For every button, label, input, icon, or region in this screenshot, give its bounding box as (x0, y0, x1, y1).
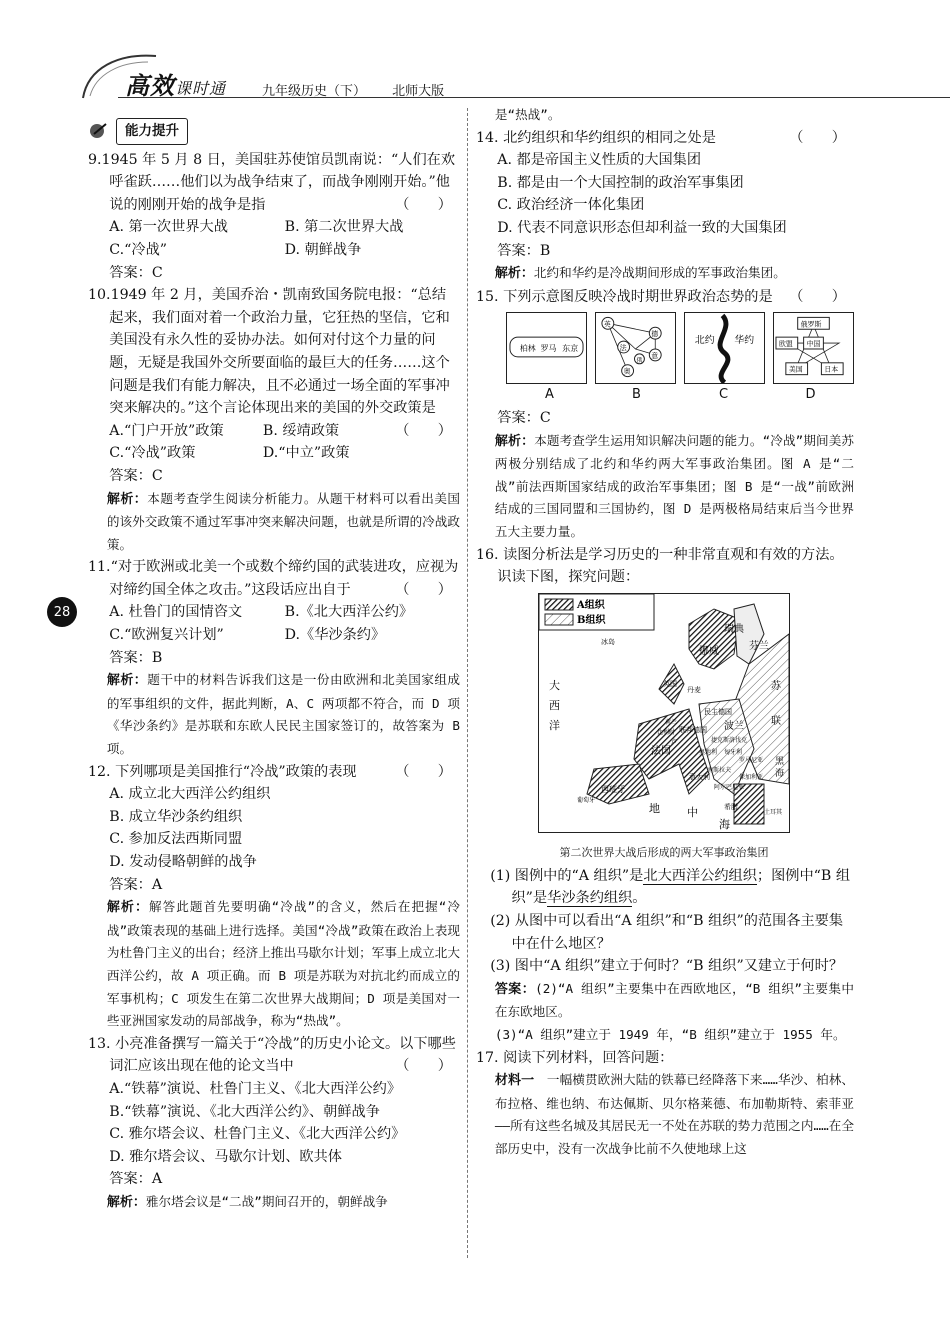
map-label: 卢 (671, 738, 678, 746)
option-c: C.“冷战” (109, 241, 168, 258)
map-label: 丹麦 (687, 685, 701, 694)
diagram-d-label: 日本 (824, 366, 839, 375)
diagram-c-label: 华约 (734, 335, 755, 347)
diagram-b-label: 奥 (623, 368, 631, 377)
map-label: 海 (775, 768, 785, 779)
map-label: 西 (549, 698, 560, 712)
map-label: 匈牙利 (724, 748, 743, 756)
diagram-d-label: 俄罗斯 (800, 320, 822, 329)
brand-title: 高效课时通 (125, 71, 227, 100)
map-label: 大 (549, 678, 560, 692)
option-c: C. 雅尔塔会议、杜鲁门主义、《北大西洋公约》 (109, 1126, 406, 1143)
map-label: 挪威 (699, 645, 719, 657)
diagram-d-label: 美国 (788, 366, 803, 375)
question-11: 11.“对于欧洲或北美一个或数个缔约国的武装进攻，应视为对缔约国全体之攻击。”这段话应出自于 （ ） A. 杜鲁门的国情咨文 B.《北大西洋公约》 C.“欧洲复兴计划” D.《华沙条约》 答案：B 解析：题干中的材料告诉我们这是一份由欧洲和北美国家组成的军事组织的文件，据此判断，A、C 两项都不符合，而 D 项《华沙条约》是苏联和东欧人民民主国家签订的，故答案为 B 项。 (88, 556, 460, 760)
map-label: 地 (649, 801, 660, 815)
map-label: 意大利 (689, 772, 710, 781)
option-d: D. 代表不同意识形态但却利益一致的大国集团 (497, 219, 787, 236)
option-a: A.“铁幕”演说、杜鲁门主义、《北大西洋公约》 (109, 1080, 402, 1097)
sub-question-3: (3) 图中“A 组织”建立于何时？“B 组织”又建立于何时？ (490, 958, 844, 975)
option-a: A. 第一次世界大战 (109, 219, 228, 236)
column-divider (467, 108, 468, 1258)
map-label: 西班牙 (601, 784, 625, 794)
diagram-label: D (805, 387, 816, 403)
diagram-b-label: 德 (651, 330, 659, 339)
explanation: 解析：本题考查学生运用知识解决问题的能力。“冷战”期间美苏两极分别结成了北约和华约两大军事政治集团。图 A 是“二战”前法西斯国家结成的政治军事集团；图 B 是“一战”前欧洲结成的三国同盟和三国协约，图 D 是两极格局结束后当今世界五大主要力量。 (494, 432, 854, 539)
continued-text: 是“热战”。 (494, 107, 561, 122)
option-d: D. 朝鲜战争 (284, 241, 362, 258)
pen-icon (88, 122, 110, 140)
map-label: 英国 (663, 679, 677, 688)
diagram-a-label: 罗马 (540, 344, 557, 354)
diagram-d (773, 312, 854, 384)
answer: 答案：A (109, 876, 163, 893)
option-b: B. 成立华沙条约组织 (109, 808, 243, 825)
diagram-label: B (632, 387, 641, 403)
map-label: 希腊 (724, 802, 738, 811)
section-heading: 能力提升 (88, 118, 188, 145)
option-a: A. 成立北大西洋公约组织 (109, 786, 271, 803)
option-a: A. 杜鲁门的国情咨文 (109, 604, 243, 621)
left-column (88, 118, 460, 1215)
map-label: 捷克斯洛伐克 (711, 736, 748, 744)
diagram-c-label: 北约 (694, 335, 715, 347)
option-d: D.“中立”政策 (262, 445, 350, 462)
diagram-a (506, 312, 587, 384)
diagram-d-label: 欧盟 (778, 340, 793, 349)
answer: 答案：C (497, 409, 551, 426)
sub-question-1: (1) 图例中的“A 组织”是北大西洋公约组织；图例中“B 组织”是华沙条约组织。 (490, 867, 851, 907)
answer: 答案：B (497, 242, 551, 259)
map-label: 阿尔巴尼亚 (714, 783, 745, 791)
diagram-b-label: 意 (651, 352, 659, 361)
option-d: D.《华沙条约》 (284, 627, 386, 644)
diagram-row (506, 312, 854, 384)
option-c: C. 政治经济一体化集团 (497, 197, 645, 214)
material-one: 材料一 一幅横贯欧洲大陆的铁幕已经降落下来……华沙、柏林、布拉格、维也纳、布达佩斯、贝尔格莱德、布加勒斯特、索菲亚——所有这些名城及其居民无一不处在苏联的势力范围之内……在全部历史中，没有一次战争比前不久使地球上这 (494, 1072, 855, 1156)
europe-map (538, 593, 790, 833)
legend-b-label: B组织 (577, 614, 606, 626)
map-label: 冰岛 (601, 637, 615, 646)
diagram-d-label: 中国 (806, 340, 821, 349)
option-c: C.“欧洲复兴计划” (109, 627, 224, 644)
edition-label: 北师大版 (392, 84, 445, 99)
option-b: B. 第二次世界大战 (284, 219, 404, 236)
question-10: 10.1949 年 2 月，美国乔治・凯南致国务院电报：“总结起来，我们面对着一个政治力量，它狂热的坚信，它和美国没有永久性的妥协办法。如何对付这个力量的问题，无疑是我国外交所要面临的最巨大的任务……这个问题是我们有能力解决，且不必通过一场全面的军事冲突来解决的。”这个言论体现出来的美国的外交政策是 （ ） A.“门户开放”政策 B. 绥靖政策 C.“冷战”政策 D.“中立”政策 答案：C 解析：本题考查学生阅读分析能力。从题干材料可以看出美国的该外交政策不通过军事冲突来解决问题，也就是所谓的冷战政策。 (88, 284, 460, 556)
diagram-b (595, 312, 676, 384)
map-label: 南斯拉夫 (707, 766, 732, 774)
map-caption: 第二次世界大战后形成的两大军事政治集团 (559, 846, 769, 860)
answer: 答案：C (109, 264, 163, 281)
question-13: 13. 小亮准备撰写一篇关于“冷战”的历史小论文。以下哪些词汇应该出现在他的论文当中 （ ） A.“铁幕”演说、杜鲁门主义、《北大西洋公约》 B.“铁幕”演说、《北大西洋公约》、朝鲜战争 C. 雅尔塔会议、杜鲁门主义、《北大西洋公约》 D. 雅尔塔会议、马歇尔计划、欧共体 答案：A 解析：雅尔塔会议是“二战”期间召开的，朝鲜战争 (88, 1033, 460, 1215)
map-label: 民主德国 (704, 707, 732, 716)
page-header (0, 0, 950, 110)
diagram-label: A (545, 387, 554, 403)
map-label: 奥地利 (699, 748, 718, 756)
map-label: 波兰 (724, 720, 744, 732)
option-d: D. 雅尔塔会议、马歇尔计划、欧共体 (109, 1148, 342, 1165)
map-label: 联邦德国 (679, 725, 707, 734)
explanation: 解析：本题考查学生阅读分析能力。从题干材料可以看出美国的该外交政策不通过军事冲突来解决问题，也就是所谓的冷战政策。 (106, 490, 460, 552)
map-label: 黑 (775, 756, 785, 767)
question-16: 16. 读图分析法是学习历史的一种非常直观和有效的方法。识读下图，探究问题： A组织 B组织 大 西 洋 挪威 瑞典 芬兰 苏 联 英国 丹麦 民主德国 联邦德国 波兰 法国 比利时 荷兰 捷克斯洛伐克 奥地利 匈牙利 罗马尼亚 保加利亚 南斯拉夫 阿尔巴尼亚 希腊 土耳其 意大利 西班牙 葡萄牙 地 中 海 黑 海 冰岛 卢 第二次世界大战后形成的两大军事政治集团 (1) 图例中的“A 组织”是北大西洋公约组织；图例中“B 组织”是华沙条约组织。 (2) 从图中可以看出“A 组织”和“B 组织”的范围各主要集中在什么地区？ (3) 图中“A 组织”建立于何时？“B 组织”又建立于何时？ 答案：(2)“A 组织”主要集中在西欧地区，“B 组织”主要集中在东欧地区。 (3)“A 组织”建立于 1949 年，“B 组织”建立于 1955 年。 (476, 544, 854, 1047)
question-17: 17. 阅读下列材料，回答问题： 材料一 一幅横贯欧洲大陆的铁幕已经降落下来……华沙、柏林、布拉格、维也纳、布达佩斯、贝尔格莱德、布加勒斯特、索菲亚——所有这些名城及其居民无一不处在苏联的势力范围之内……在全部历史中，没有一次战争比前不久使地球上这 (476, 1047, 854, 1161)
map-label: 洋 (549, 718, 560, 732)
diagram-b-label: 英 (603, 320, 611, 329)
map-label: 海 (719, 817, 730, 831)
option-b: B. 绥靖政策 (262, 422, 340, 439)
header-rule (118, 97, 950, 98)
legend-a-label: A组织 (577, 599, 605, 611)
grade-label: 九年级历史（下） (262, 84, 367, 99)
option-b: B. 都是由一个大国控制的政治军事集团 (497, 174, 744, 191)
map-label: 联 (771, 715, 781, 727)
map-label: 中 (687, 805, 698, 819)
question-12: 12. 下列哪项是美国推行“冷战”政策的表现 （ ） A. 成立北大西洋公约组织 B. 成立华沙条约组织 C. 参加反法西斯同盟 D. 发动侵略朝鲜的战争 答案：A 解析：解答此题首先要明确“冷战”的含义，然后在把握“冷战”政策表现的基础上进行选择。美国“冷战”政策在政治上表现为杜鲁门主义的出台；经济上推出马歇尔计划；军事上成立北大西洋公约，故 A 项正确。而 B 项是苏联为对抗北约而成立的军事机构；C 项发生在第二次世界大战期间；D 项是美国对一些亚洲国家发动的局部战争，称为“热战”。 (88, 761, 460, 1033)
explanation: 解析：题干中的材料告诉我们这是一份由欧洲和北美国家组成的军事组织的文件，据此判断，A、C 两项都不符合，而 D 项《华沙条约》是苏联和东欧人民民主国家签订的，故答案为 B 项。 (106, 672, 460, 757)
option-a: A. 都是帝国主义性质的大国集团 (497, 152, 702, 169)
option-d: D. 发动侵略朝鲜的战争 (109, 854, 257, 870)
question-9: 9.1945 年 5 月 8 日，美国驻苏使馆员凯南说：“人们在欢呼雀跃……他们以为战争结束了，而战争刚刚开始。”他说的刚刚开始的战争是指 （ ） A. 第一次世界大战 B. 第二次世界大战 C.“冷战” D. 朝鲜战争 答案：C (88, 149, 460, 285)
option-c: C.“冷战”政策 (109, 445, 196, 462)
answer-3: (3)“A 组织”建立于 1949 年，“B 组织”建立于 1955 年。 (494, 1027, 846, 1043)
map-label: 芬兰 (749, 640, 769, 652)
right-column (476, 104, 854, 1161)
map-label: 比利时 (657, 728, 676, 736)
map-legend (539, 594, 654, 630)
map-label: 法国 (651, 745, 671, 757)
option-b: B.《北大西洋公约》 (284, 604, 414, 621)
map-label: 葡萄牙 (577, 796, 596, 804)
map-label: 瑞典 (724, 623, 744, 635)
option-b: B.“铁幕”演说、《北大西洋公约》、朝鲜战争 (109, 1103, 380, 1120)
explanation: 解析：雅尔塔会议是“二战”期间召开的，朝鲜战争 (106, 1193, 388, 1210)
diagram-c (684, 312, 765, 384)
answer: 答案：A (109, 1171, 163, 1188)
answer: 答案：B (109, 649, 163, 666)
diagram-a-label: 东京 (562, 344, 579, 354)
sub-question-2: (2) 从图中可以看出“A 组织”和“B 组织”的范围各主要集中在什么地区？ (490, 913, 844, 952)
diagram-a-label: 柏林 (519, 344, 536, 354)
diagram-b-label: 俄 (636, 358, 643, 365)
map-label: 土耳其 (764, 808, 783, 816)
explanation: 解析：北约和华约是冷战期间形成的军事政治集团。 (494, 265, 786, 282)
map-label: 保加利亚 (739, 773, 764, 781)
option-a: A.“门户开放”政策 (109, 422, 224, 439)
question-15: 15. 下列示意图反映冷战时期世界政治态势的是 （ ） 柏林 罗马 东京 英 德 法 意 奥 俄 北约 华约 俄罗斯 中国 欧盟 美国 日本 A B C D 答案：C 解析：本题考查学生运用知识解决问题的能力。“冷战”期间美苏两极分别结成了北约和华约两大军事政治集团。图 A 是“二战”前法西斯国家结成的政治军事集团；图 B 是“一战”前欧洲结成的三国同盟和三国协约，图 D 是两极格局结束后当今世界五大主要力量。 (476, 286, 854, 544)
answer: 答案：C (109, 467, 163, 484)
explanation: 解析：解答此题首先要明确“冷战”的含义，然后在把握“冷战”政策表现的基础上进行选择。美国“冷战”政策在政治上表现为杜鲁门主义的出台；经济上推出马歇尔计划；军事上成立北大西洋公约，故 A 项正确。而 B 项是苏联为对抗北约而成立的军事机构；C 项发生在第二次世界大战期间；D 项是美国对一些亚洲国家发动的局部战争，称为“热战”。 (106, 899, 460, 1029)
map-label: 苏 (771, 680, 781, 692)
page-number: 28 (47, 597, 77, 627)
diagram-b-label: 法 (619, 344, 627, 353)
map-label: 罗马尼亚 (739, 756, 764, 764)
map-figure (538, 593, 790, 865)
diagram-label: C (718, 387, 729, 403)
map-label: 荷兰 (665, 718, 678, 726)
option-c: C. 参加反法西斯同盟 (109, 831, 243, 848)
question-14: 14. 北约组织和华约组织的相同之处是 （ ） A. 都是帝国主义性质的大国集团 B. 都是由一个大国控制的政治军事集团 C. 政治经济一体化集团 D. 代表不同意识形态但却利益一致的大国集团 答案：B 解析：北约和华约是冷战期间形成的军事政治集团。 (476, 127, 854, 286)
diagram-labels (506, 384, 854, 407)
answer: 答案：(2)“A 组织”主要集中在西欧地区，“B 组织”主要集中在东欧地区。 (494, 980, 854, 1020)
